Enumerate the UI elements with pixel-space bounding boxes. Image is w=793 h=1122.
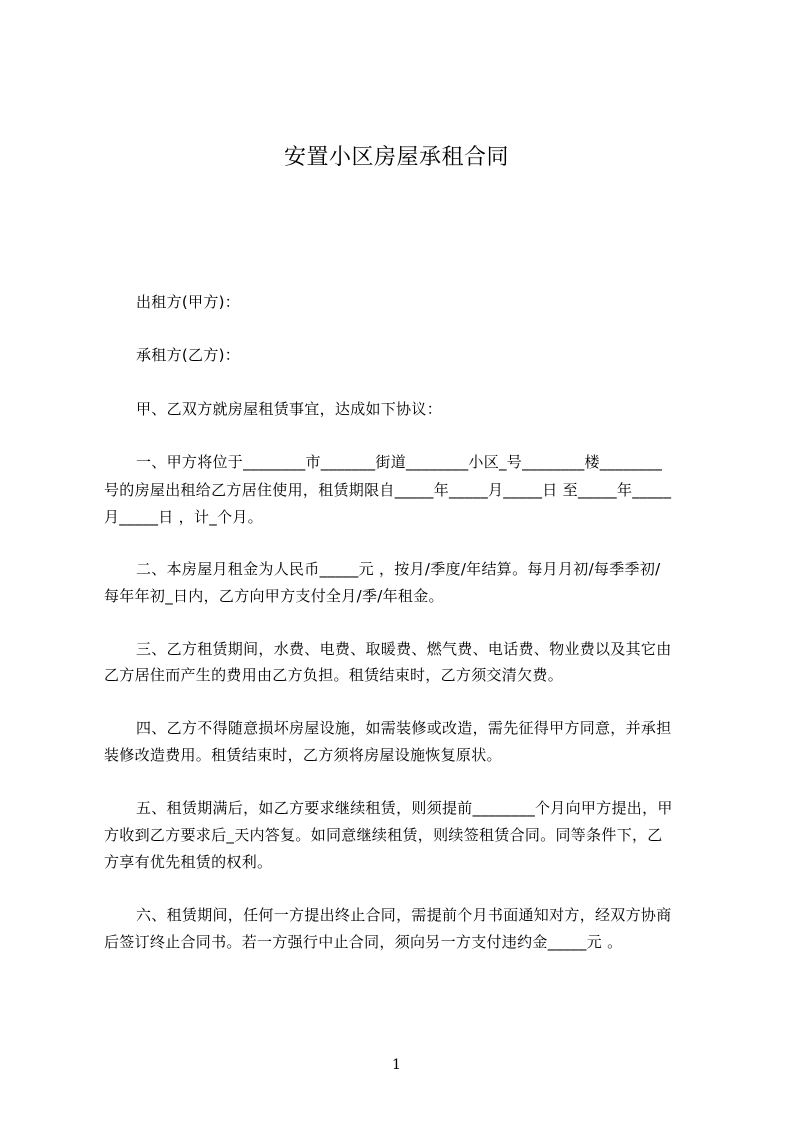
clause-1-line-1: 一、甲方将位于________市_______街道________小区_号________楼________ — [136, 453, 663, 471]
clause-5-line-3: 方享有优先租赁的权利。 — [104, 853, 273, 871]
lessor-line: 出租方(甲方)： — [136, 293, 241, 311]
clause-2-line-2: 每年年初_日内，乙方向甲方支付全月/季/年租金。 — [104, 587, 444, 605]
document-title: 安置小区房屋承租合同 — [283, 145, 509, 170]
clause-4-line-1: 四、乙方不得随意损坏房屋设施，如需装修或改造，需先征得甲方同意，并承担 — [136, 719, 672, 737]
clause-2-line-1: 二、本房屋月租金为人民币_____元 ，按月/季度/年结算。每月月初/每季季初/ — [136, 560, 661, 578]
clause-4-line-2: 装修改造费用。租赁结束时，乙方须将房屋设施恢复原状。 — [104, 746, 502, 764]
clause-3-line-2: 乙方居住而产生的费用由乙方负担。租赁结束时，乙方须交清欠费。 — [104, 666, 564, 684]
clause-6-line-2: 后签订终止合同书。若一方强行中止合同，须向另一方支付违约金_____元 。 — [104, 933, 623, 951]
clause-6-line-1: 六、租赁期间，任何一方提出终止合同，需提前个月书面通知对方，经双方协商 — [136, 906, 672, 924]
clause-1-line-2: 号的房屋出租给乙方居住使用，租赁期限自_____年_____月_____日 至_____年_____ — [104, 481, 672, 499]
clause-5-line-2: 方收到乙方要求后_天内答复。如同意继续租赁，则续签租赁合同。同等条件下，乙 — [104, 826, 663, 844]
page-number: 1 — [392, 1057, 401, 1073]
clause-1-line-3: 月_____日 ，计_个月。 — [104, 508, 263, 526]
clause-5-line-1: 五、租赁期满后，如乙方要求继续租赁，则须提前________个月向甲方提出，甲 — [136, 799, 673, 817]
intro-line: 甲、乙双方就房屋租赁事宜，达成如下协议： — [136, 400, 443, 418]
clause-3-line-1: 三、乙方租赁期间，水费、电费、取暖费、燃气费、电话费、物业费以及其它由 — [136, 640, 672, 658]
lessee-line: 承租方(乙方)： — [136, 346, 241, 364]
